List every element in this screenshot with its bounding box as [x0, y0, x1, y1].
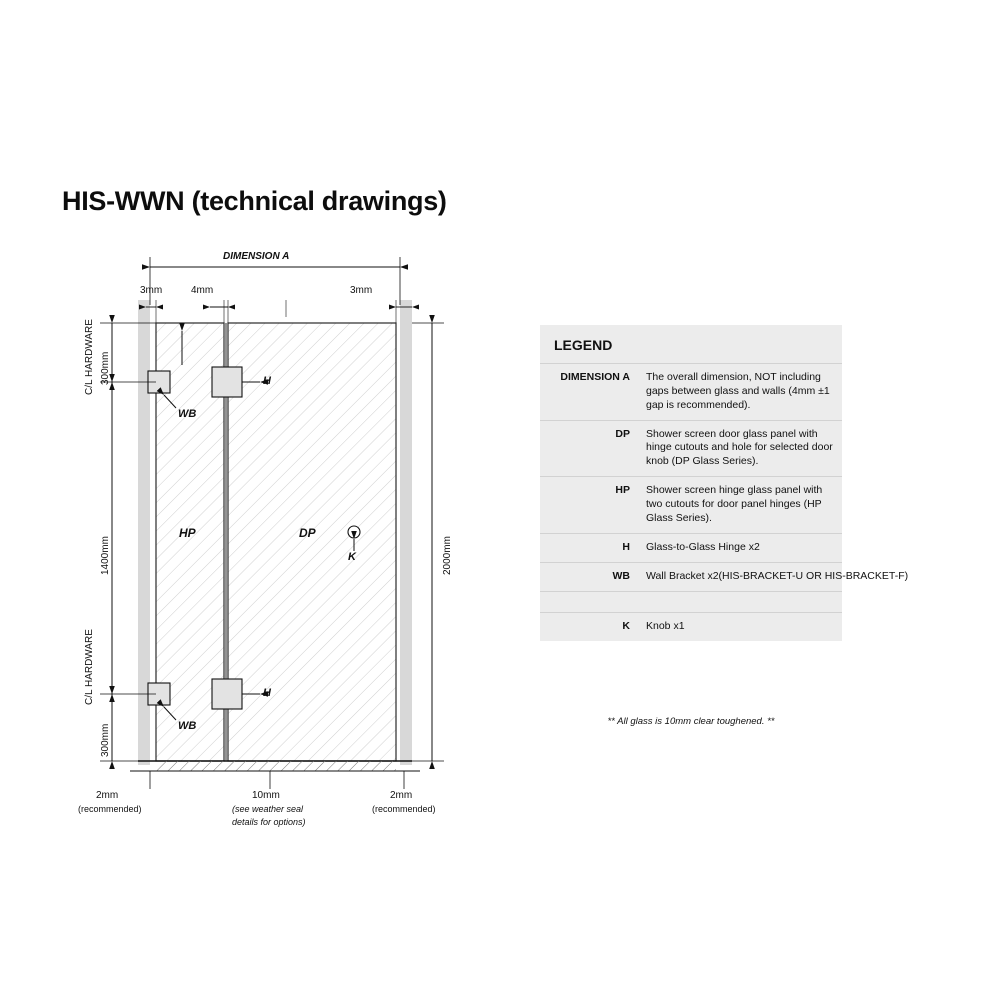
gap-right-3mm: 3mm — [350, 285, 373, 296]
bottom-left-value: 2mm — [96, 790, 119, 801]
page-title: HIS-WWN (technical drawings) — [62, 186, 447, 216]
dim-overall-2000mm: 2000mm — [442, 536, 453, 575]
legend-key-hp: HP — [615, 484, 630, 497]
dim-bottom-300mm: 300mm — [100, 723, 111, 757]
legend-footnote: ** All glass is 10mm clear toughened. ** — [607, 716, 775, 727]
dimension-a-label: DIMENSION A — [223, 251, 290, 262]
legend-key-blank — [540, 592, 638, 612]
cl-hardware-bottom-label: C/L HARDWARE — [84, 629, 95, 705]
dim-middle-1400mm: 1400mm — [100, 536, 111, 575]
hinge-bottom-label: H — [263, 687, 271, 699]
legend-row-spacer — [540, 592, 842, 613]
legend-row — [540, 477, 842, 534]
bottom-right-note: (recommended) — [372, 804, 436, 814]
legend-key-dimension-a: DIMENSION A — [560, 371, 630, 383]
legend-key-wb: WB — [612, 569, 630, 582]
bottom-left-note: (recommended) — [78, 804, 142, 814]
legend-desc-wb: Wall Bracket x2(HIS-BRACKET-U OR HIS-BRACKET-F) — [646, 569, 909, 582]
gap-left-3mm: 3mm — [140, 285, 163, 296]
legend-desc-dp: Shower screen door glass panel with hinge cutouts and hole for selected door knob (DP Glass Series). — [646, 427, 833, 468]
technical-drawing — [60, 245, 530, 845]
wall-bracket-bottom-label: WB — [178, 720, 197, 732]
hinge-panel-label: HP — [179, 526, 196, 540]
legend-key-dp: DP — [615, 427, 630, 440]
legend-row — [540, 563, 909, 592]
dim-top-300mm: 300mm — [100, 351, 111, 385]
hinge-top-label: H — [263, 375, 271, 387]
gap-center-4mm: 4mm — [191, 285, 214, 296]
legend-key-k: K — [622, 619, 630, 632]
bottom-right-value: 2mm — [390, 790, 413, 801]
legend-desc-dimension-a: The overall dimension, NOT including gaps between glass and walls (4mm ±1 gap is recommended). — [646, 371, 830, 411]
legend-key-h: H — [622, 540, 630, 553]
cl-hardware-top-label: C/L HARDWARE — [84, 319, 95, 395]
legend-panel — [540, 325, 909, 641]
legend-row — [540, 421, 842, 478]
legend-desc-hp: Shower screen hinge glass panel with two cutouts for door panel hinges (HP Glass Series). — [646, 484, 823, 524]
legend-title: LEGEND — [540, 325, 842, 364]
legend-desc-h: Glass-to-Glass Hinge x2 — [646, 540, 760, 553]
legend-desc-k: Knob x1 — [646, 619, 685, 632]
bottom-center-value: 10mm — [252, 790, 280, 801]
wall-bracket-top-label: WB — [178, 408, 197, 420]
bottom-center-note-1: (see weather seal — [232, 804, 304, 814]
drawing-svg — [60, 245, 530, 845]
knob-label: K — [348, 551, 356, 563]
legend-row — [540, 613, 842, 641]
legend-desc-blank — [638, 592, 842, 612]
door-panel-label: DP — [299, 526, 316, 540]
bottom-center-note-2: details for options) — [232, 817, 306, 827]
legend-row — [540, 364, 842, 421]
legend-row — [540, 534, 842, 563]
